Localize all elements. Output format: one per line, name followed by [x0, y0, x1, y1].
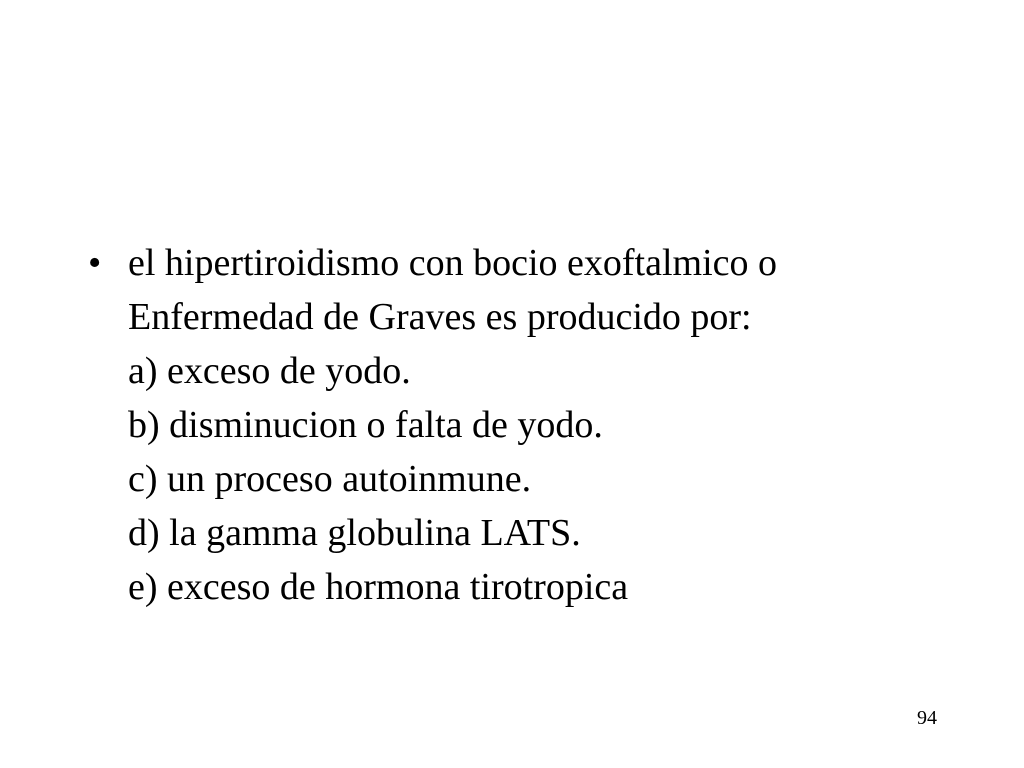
option-d: d) la gamma globulina LATS.	[128, 512, 581, 554]
page-number: 94	[917, 707, 937, 729]
option-c: c) un proceso autoinmune.	[128, 458, 532, 500]
question-line-2: Enfermedad de Graves es producido por:	[128, 296, 752, 338]
option-a: a) exceso de yodo.	[128, 350, 411, 392]
question-line-1: el hipertiroidismo con bocio exoftalmico o	[128, 242, 778, 284]
question-text-block	[128, 236, 777, 614]
slide-content	[88, 236, 988, 614]
bullet-icon: •	[88, 242, 102, 284]
option-e: e) exceso de hormona tirotropica	[128, 566, 629, 608]
bullet-item	[88, 236, 988, 614]
option-b: b) disminucion o falta de yodo.	[128, 404, 603, 446]
